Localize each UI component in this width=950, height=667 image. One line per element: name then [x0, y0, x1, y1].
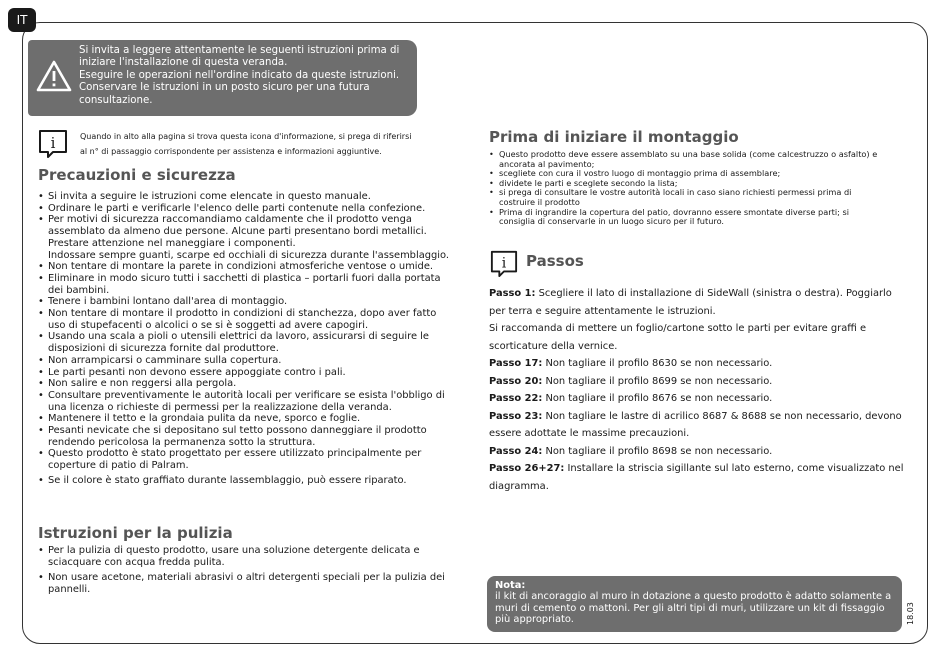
step-text: Non tagliare le lastre di acrilico 8687 & 8688 se non necessario, devono essere adottate le massime precauzioni. [489, 410, 902, 439]
list-item: • Si invita a seguire le istruzioni come elencate in questo manuale. [38, 191, 450, 203]
language-tab: IT [8, 8, 36, 32]
warning-line: Conservare le istruzioni in un posto sicuro per una futura [79, 82, 370, 94]
list-item: • Usando una scala a pioli o utensili elettrici da lavoro, assicurarsi di seguire le disposizioni di sicurezza fornite dal produttore. [38, 331, 450, 354]
pulizia-title: Istruzioni per la pulizia [38, 524, 233, 542]
nota-box [487, 576, 902, 632]
info-book-icon [37, 128, 69, 158]
list-item: • Le parti pesanti non devono essere appoggiate contro i pali. [38, 367, 450, 379]
info-note-line: al n° di passaggio corrispondente per assistenza e informazioni aggiuntive. [80, 147, 382, 156]
warning-text [79, 45, 399, 107]
info-note-line: Quando in alto alla pagina si trova questa icona d'informazione, si prega di riferirsi [80, 132, 412, 141]
list-item: • Non usare acetone, materiali abrasivi o altri detergenti speciali per la pulizia dei pannelli. [38, 572, 450, 595]
list-item: • Questo prodotto è stato progettato per essere utilizzato principalmente per coperture di patio di Palram. [38, 448, 450, 471]
info-note-text [80, 129, 460, 159]
step-label: Passo 1: [489, 288, 536, 299]
warning-line: iniziare l'installazione di questa veranda. [79, 57, 288, 69]
step-text: Scegliere il lato di installazione di SideWall (sinistra o destra). Poggiarlo per terra e seguire attentamente le istruzioni. [489, 288, 892, 317]
step-text: Si raccomanda di mettere un foglio/cartone sotto le parti per evitare graffi e scorticature della vernice. [489, 323, 867, 352]
step-paragraph [489, 355, 909, 373]
step-paragraph [489, 443, 909, 461]
svg-text:i: i [501, 255, 507, 272]
list-item: • Per motivi di sicurezza raccomandiamo caldamente che il prodotto venga assemblato da almeno due persone. Alcune parti presentano bordi metallici. Prestare attenzione nel maneggiare i componenti. Indossare sempre guanti, scarpe ed occhiali di sicurezza durante l'assemblaggio. [38, 214, 450, 261]
step-label: Passo 20: [489, 375, 543, 387]
step-paragraph [489, 390, 909, 408]
step-text: Non tagliare il profilo 8698 se non necessario. [542, 445, 773, 457]
list-item: • Tenere i bambini lontano dall'area di montaggio. [38, 296, 450, 308]
warning-line: consultazione. [79, 94, 153, 106]
step-paragraph [489, 285, 909, 320]
version-label: 18.03 [906, 602, 915, 625]
step-text: Non tagliare il profilo 8699 se non necessario. [542, 375, 773, 387]
list-item: • Per la pulizia di questo prodotto, usare una soluzione detergente delicata e sciacquare con acqua fredda pulita. [38, 545, 450, 568]
step-label: Passo 17: [489, 358, 543, 369]
step-label: Passo 22: [489, 393, 543, 404]
list-item: • Non salire e non reggersi alla pergola. [38, 378, 450, 390]
list-item: • Prima di ingrandire la copertura del patio, dovranno essere smontate diverse parti; si consiglia di conservarle in un luogo sicuro per il futuro. [489, 208, 884, 227]
list-item: • Pesanti nevicate che si depositano sul tetto possono danneggiare il prodotto rendendo pericolosa la permanenza sotto la struttura. [38, 425, 450, 448]
prima-title: Prima di iniziare il montaggio [489, 128, 739, 146]
info-book-icon [489, 249, 519, 277]
precauzioni-title: Precauzioni e sicurezza [38, 166, 236, 184]
step-label: Passo 26+27: [489, 463, 565, 474]
step-paragraph [489, 408, 909, 443]
list-item: • Questo prodotto deve essere assemblato su una base solida (come calcestruzzo o asfalto) e ancorata al pavimento; [489, 150, 884, 169]
step-text: Installare la striscia sigillante sul lato esterno, come visualizzato nel diagramma. [489, 463, 904, 492]
nota-text: il kit di ancoraggio al muro in dotazione a questo prodotto è adatto solamente a muri di cemento o mattoni. Per gli altri tipi di muri, utilizzare un kit di fissaggio più appropriato. [495, 591, 892, 626]
step-label: Passo 24: [489, 445, 543, 457]
passos-title: Passos [526, 252, 584, 270]
pulizia-list [38, 545, 450, 596]
list-item: • Consultare preventivamente le autorità locali per verificare se esista l'obbligo di una licenza o richieste di permessi per la realizzazione della veranda. [38, 390, 450, 413]
step-paragraph [489, 373, 909, 391]
list-item: • dividete le parti e sceglete secondo la lista; [489, 179, 884, 189]
passos-steps [489, 285, 909, 495]
warning-line: Eseguire le operazioni nell'ordine indicato da queste istruzioni. [79, 69, 400, 81]
prima-list [489, 150, 884, 227]
list-item: • Non tentare di montare la parete in condizioni atmosferiche ventose o umide. [38, 261, 450, 273]
step-paragraph [489, 460, 909, 495]
step-text: Non tagliare il profilo 8676 se non necessario. [542, 393, 773, 404]
list-item: • Se il colore è stato graffiato durante lassemblaggio, può essere riparato. [38, 475, 450, 487]
list-item: • Non arrampicarsi o camminare sulla copertura. [38, 355, 450, 367]
svg-text:i: i [50, 134, 56, 152]
list-item: • Ordinare le parti e verificarle l'elenco delle parti contenute nella confezione. [38, 203, 450, 215]
list-item: • Mantenere il tetto e la grondaia pulita da neve, sporco e foglie. [38, 413, 450, 425]
warning-box [28, 40, 417, 116]
nota-title: Nota: [495, 580, 526, 591]
step-text: Non tagliare il profilo 8630 se non necessario. [542, 358, 773, 369]
warning-triangle-icon [36, 60, 72, 92]
warning-line: Si invita a leggere attentamente le seguenti istruzioni prima di [79, 45, 400, 56]
list-item: • si prega di consultare le vostre autorità locali in caso siano richiesti permessi prima di costruire il prodotto [489, 188, 884, 207]
list-item: • Eliminare in modo sicuro tutti i sacchetti di plastica – portarli fuori dalla portata dei bambini. [38, 273, 450, 296]
step-paragraph [489, 320, 909, 355]
list-item: • Non tentare di montare il prodotto in condizioni di stanchezza, dopo aver fatto uso di stupefacenti o alcolici o se si è soggetti ad avere capogiri. [38, 308, 450, 331]
precauzioni-list [38, 191, 450, 487]
list-item: • scegliete con cura il vostro luogo di montaggio prima di assemblare; [489, 169, 884, 179]
step-label: Passo 23: [489, 410, 543, 422]
